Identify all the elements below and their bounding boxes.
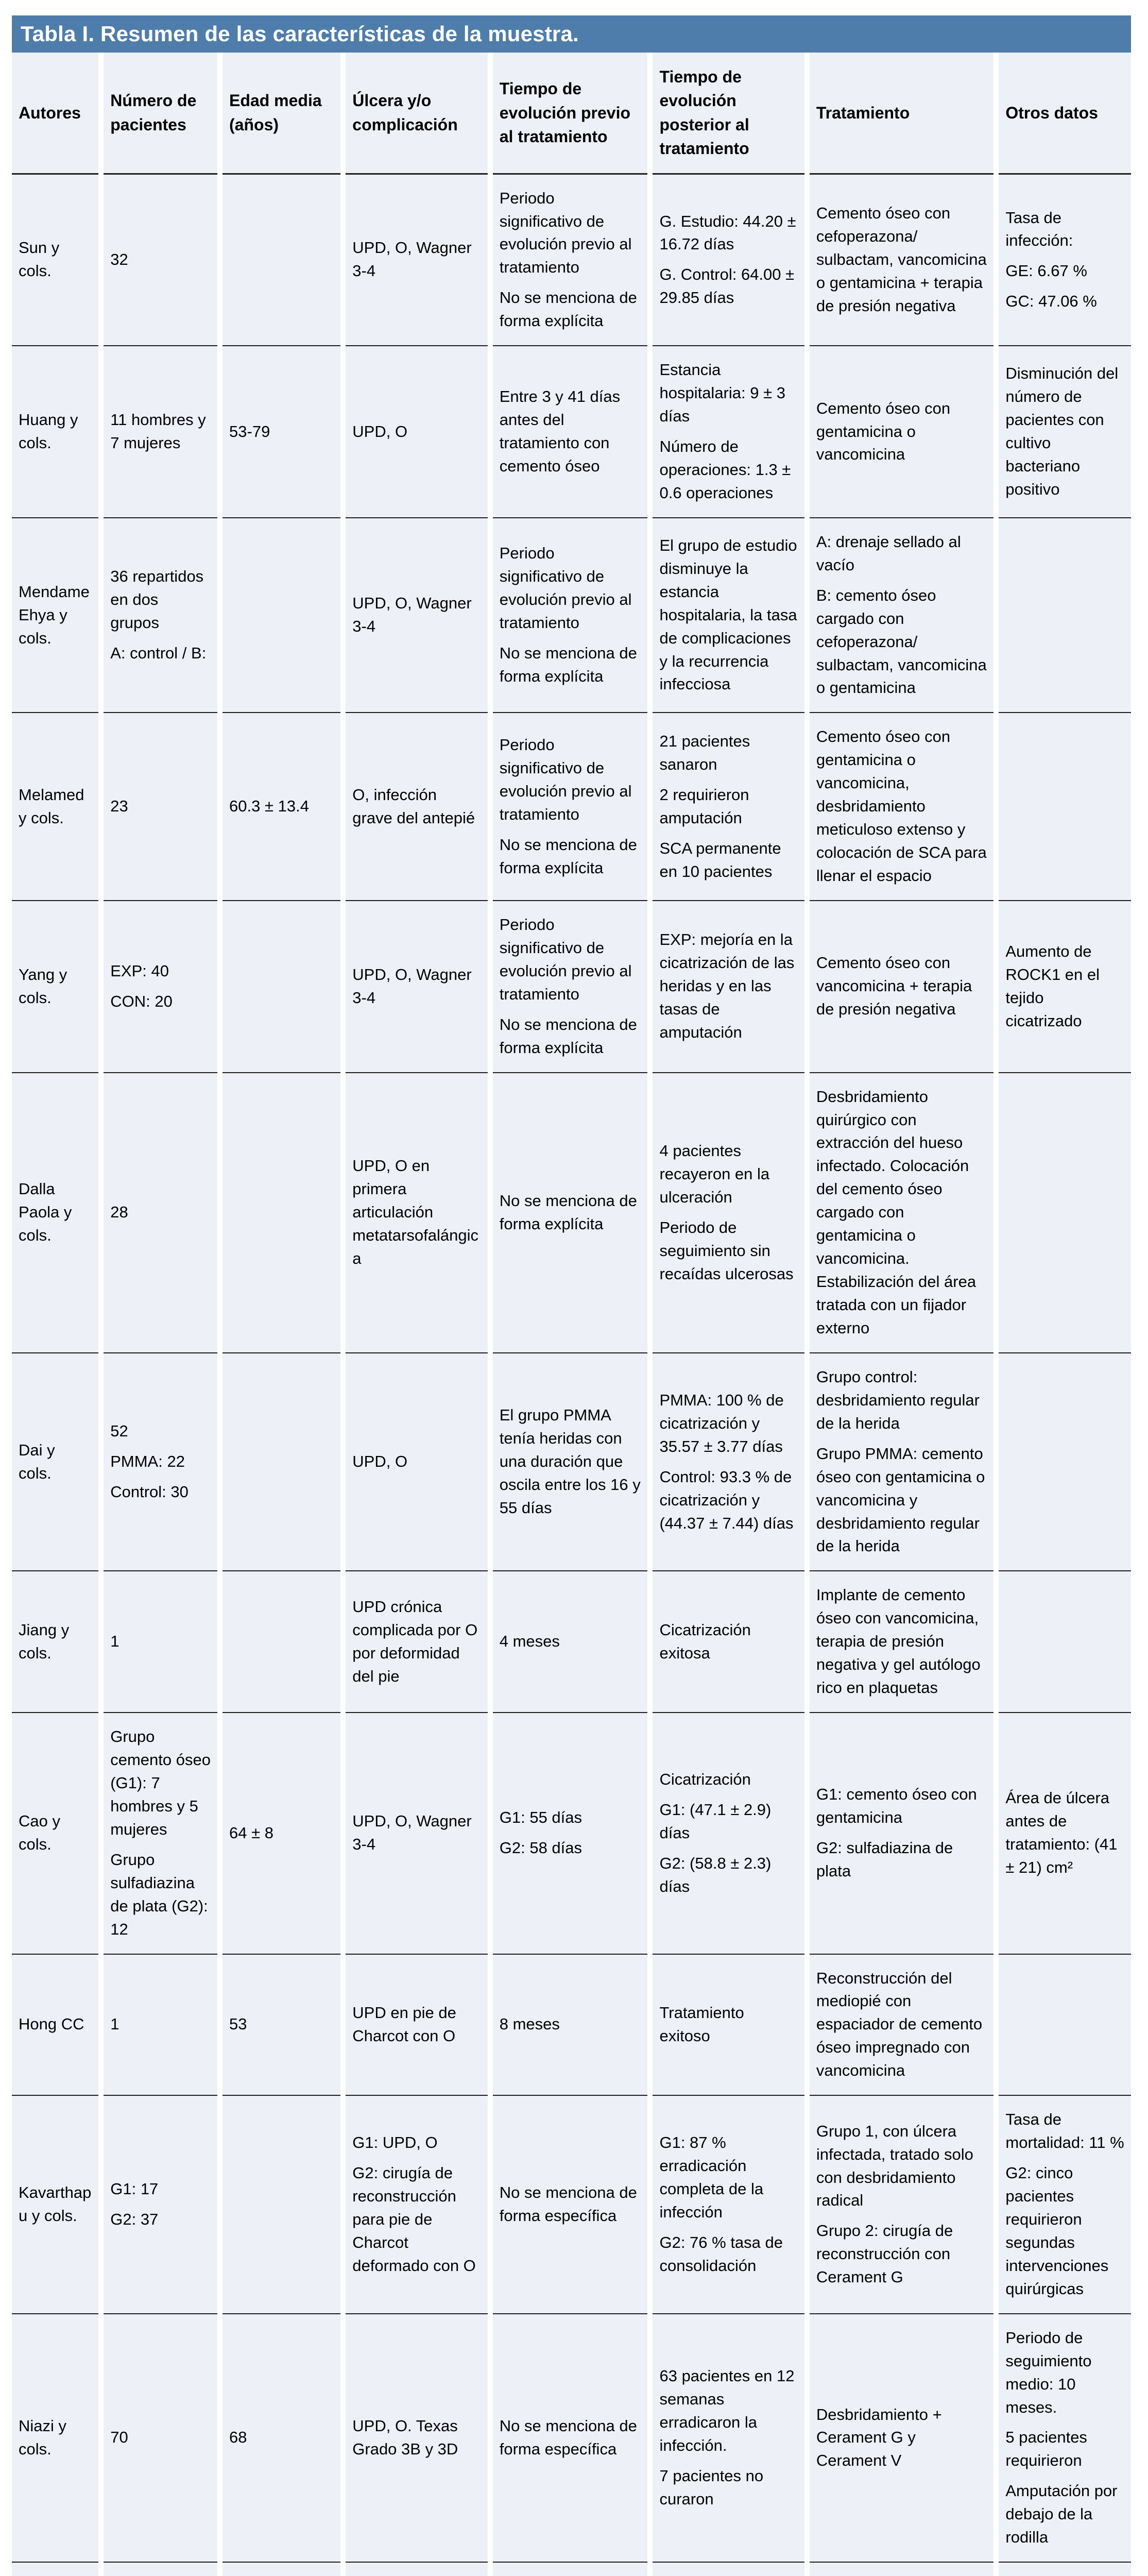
- table-cell: [653, 1955, 804, 2096]
- cell-paragraph: O, infección grave del antepié: [352, 785, 475, 827]
- cell-paragraph: 53-79: [229, 422, 270, 440]
- cell-paragraph: PMMA: 22: [110, 1452, 185, 1471]
- cell-paragraph: 21 pacientes sanaron: [659, 732, 750, 773]
- table-row: [12, 1073, 1131, 1353]
- table-header-row: [12, 53, 1131, 175]
- cell-paragraph: G1: 17: [110, 2180, 159, 2198]
- cell-paragraph: 52: [110, 1422, 128, 1440]
- column-header: Autores: [12, 53, 98, 175]
- table-cell: [999, 1955, 1131, 2096]
- table-cell: [346, 2563, 487, 2576]
- table-row: [12, 1955, 1131, 2096]
- cell-paragraph: Periodo de seguimiento sin recaídas ulcerosas: [659, 1218, 794, 1283]
- table-cell: [104, 518, 217, 714]
- cell-paragraph: G1: 55 días: [499, 1808, 582, 1827]
- table-cell: [346, 1353, 487, 1572]
- cell-paragraph: Cemento óseo con vancomicina + terapia de presión negativa: [816, 954, 972, 1019]
- cell-paragraph: Grupo cemento óseo (G1): 7 hombres y 5 mujeres: [110, 1727, 211, 1838]
- cell-paragraph: EXP: 40: [110, 961, 169, 980]
- cell-paragraph: UPD, O: [352, 422, 408, 440]
- cell-paragraph: Periodo significativo de evolución previo al tratamiento: [499, 915, 632, 1003]
- cell-paragraph: Dalla Paola y cols.: [19, 1180, 72, 1245]
- cell-paragraph: Cemento óseo con gentamicina o vancomicina: [816, 399, 951, 464]
- table-cell: [493, 1571, 648, 1713]
- table-cell: [346, 1073, 487, 1353]
- cell-paragraph: G2: 76 % tasa de consolidación: [659, 2233, 783, 2275]
- table-cell: [999, 2563, 1131, 2576]
- cell-paragraph: Entre 3 y 41 días antes del tratamiento con cemento óseo: [499, 387, 621, 475]
- cell-paragraph: UPD, O, Wagner 3-4: [352, 239, 472, 280]
- column-header: Edad media (años): [222, 53, 340, 175]
- table-cell: [810, 2563, 994, 2576]
- table-cell: [222, 2563, 340, 2576]
- table-cell: [810, 713, 994, 901]
- cell-paragraph: GC: 47.06 %: [1005, 292, 1097, 311]
- table-cell: [810, 175, 994, 347]
- table-row: [12, 2096, 1131, 2314]
- table-cell: [653, 713, 804, 901]
- table-cell: [653, 901, 804, 1073]
- table-body: [12, 175, 1131, 2576]
- cell-paragraph: Melamed y cols.: [19, 785, 84, 827]
- cell-paragraph: Reconstrucción del mediopié con espaciador de cemento óseo impregnado con vancomicina: [816, 1969, 983, 2080]
- cell-paragraph: Cao y cols.: [19, 1812, 60, 1854]
- table-cell: [810, 346, 994, 518]
- cell-paragraph: EXP: mejoría en la cicatrización de las heridas y en las tasas de amputación: [659, 930, 795, 1042]
- cell-paragraph: Sun y cols.: [19, 239, 60, 280]
- table-cell: [653, 1571, 804, 1713]
- cell-paragraph: Yang y cols.: [19, 965, 67, 1007]
- cell-paragraph: 32: [110, 250, 128, 268]
- table-cell: [346, 346, 487, 518]
- table-cell: [493, 1073, 648, 1353]
- table-cell: [653, 2314, 804, 2563]
- table-title: Tabla I. Resumen de las características de la muestra.: [21, 22, 579, 46]
- cell-paragraph: UPD, O. Texas Grado 3B y 3D: [352, 2416, 458, 2458]
- cell-paragraph: Aumento de ROCK1 en el tejido cicatrizado: [1005, 942, 1100, 1030]
- table-cell: [493, 2096, 648, 2314]
- table-cell: [12, 1571, 98, 1713]
- cell-paragraph: G2: (58.8 ± 2.3) días: [659, 1854, 772, 1895]
- cell-paragraph: Tratamiento exitoso: [659, 2003, 744, 2045]
- cell-paragraph: G. Estudio: 44.20 ± 16.72 días: [659, 212, 796, 253]
- cell-paragraph: UPD en pie de Charcot con O: [352, 2003, 456, 2045]
- table-row: [12, 2314, 1131, 2563]
- table-cell: [222, 1353, 340, 1572]
- cell-paragraph: A: drenaje sellado al vacío: [816, 532, 961, 574]
- table-cell: [999, 1353, 1131, 1572]
- column-header: Tratamiento: [810, 53, 994, 175]
- table-cell: [810, 2096, 994, 2314]
- cell-paragraph: SCA permanente en 10 pacientes: [659, 839, 781, 880]
- cell-paragraph: No se menciona de forma explícita: [499, 1191, 637, 1233]
- cell-paragraph: G1: (47.1 ± 2.9) días: [659, 1800, 772, 1842]
- cell-paragraph: UPD crónica complicada por O por deformidad del pie: [352, 1597, 478, 1685]
- cell-paragraph: Periodo significativo de evolución previo al tratamiento: [499, 735, 632, 823]
- cell-paragraph: G2: 58 días: [499, 1839, 582, 1857]
- cell-paragraph: G1: UPD, O: [352, 2133, 438, 2152]
- table-cell: [104, 1955, 217, 2096]
- table-cell: [346, 901, 487, 1073]
- cell-paragraph: No se menciona de forma explícita: [499, 289, 637, 330]
- table-cell: [104, 901, 217, 1073]
- cell-paragraph: UPD, O: [352, 1452, 408, 1471]
- table-figure: [12, 0, 1131, 2576]
- table-cell: [999, 1073, 1131, 1353]
- table-cell: [346, 1571, 487, 1713]
- table-cell: [810, 1713, 994, 1954]
- cell-paragraph: G1: cemento óseo con gentamicina: [816, 1785, 977, 1827]
- table-cell: [810, 518, 994, 714]
- cell-paragraph: 23: [110, 797, 128, 816]
- table-cell: [12, 518, 98, 714]
- column-header: Otros datos: [999, 53, 1131, 175]
- table-cell: [999, 175, 1131, 347]
- table-cell: [222, 518, 340, 714]
- table-cell: [493, 1353, 648, 1572]
- cell-paragraph: UPD, O, Wagner 3-4: [352, 594, 472, 636]
- cell-paragraph: UPD, O, Wagner 3-4: [352, 965, 472, 1007]
- table-cell: [12, 1955, 98, 2096]
- table-cell: [104, 1571, 217, 1713]
- table-cell: [493, 1713, 648, 1954]
- cell-paragraph: No se menciona de forma explícita: [499, 835, 637, 877]
- table-cell: [222, 713, 340, 901]
- cell-paragraph: G1: 87 % erradicación completa de la infección: [659, 2133, 764, 2221]
- cell-paragraph: Control: 93.3 % de cicatrización y (44.37 ± 7.44) días: [659, 1467, 794, 1532]
- cell-paragraph: Periodo significativo de evolución previo al tratamiento: [499, 544, 632, 632]
- cell-paragraph: Cicatrización exitosa: [659, 1620, 751, 1662]
- cell-paragraph: 36 repartidos en dos grupos: [110, 567, 204, 632]
- table-cell: [810, 1955, 994, 2096]
- cell-paragraph: Número de operaciones: 1.3 ± 0.6 operaciones: [659, 437, 791, 502]
- cell-paragraph: A: control / B:: [110, 644, 207, 663]
- table-cell: [12, 2314, 98, 2563]
- cell-paragraph: Cemento óseo con gentamicina o vancomicina, desbridamiento meticuloso extenso y colocación de SCA para llenar el espacio: [816, 727, 987, 885]
- table-cell: [999, 713, 1131, 901]
- table-cell: [999, 901, 1131, 1073]
- table-cell: [104, 1353, 217, 1572]
- table-cell: [222, 901, 340, 1073]
- table-cell: [999, 2314, 1131, 2563]
- table-title-bar: [12, 15, 1131, 53]
- table-cell: [493, 1955, 648, 2096]
- table-cell: [12, 2096, 98, 2314]
- cell-paragraph: 70: [110, 2428, 128, 2447]
- cell-paragraph: Grupo 1, con úlcera infectada, tratado solo con desbridamiento radical: [816, 2122, 973, 2210]
- table-cell: [222, 2096, 340, 2314]
- cell-paragraph: El grupo de estudio disminuye la estancia hospitalaria, la tasa de complicaciones y la recurrencia infecciosa: [659, 536, 797, 693]
- cell-paragraph: Kavarthapu y cols.: [19, 2183, 92, 2225]
- table-row: [12, 346, 1131, 518]
- cell-paragraph: 28: [110, 1203, 128, 1222]
- table-cell: [12, 1353, 98, 1572]
- table-cell: [104, 2314, 217, 2563]
- table-cell: [104, 1073, 217, 1353]
- cell-paragraph: Periodo de seguimiento medio: 10 meses.: [1005, 2328, 1092, 2416]
- cell-paragraph: Disminución del número de pacientes con cultivo bacteriano positivo: [1005, 364, 1119, 498]
- table-cell: [12, 346, 98, 518]
- table-cell: [104, 2096, 217, 2314]
- cell-paragraph: Mendame Ehya y cols.: [19, 582, 90, 647]
- cell-paragraph: G2: sulfadiazina de plata: [816, 1839, 953, 1880]
- cell-paragraph: Implante de cemento óseo con vancomicina, terapia de presión negativa y gel autólogo rico en plaquetas: [816, 1586, 981, 1697]
- cell-paragraph: UPD, O en primera articulación metatarsofalángica: [352, 1157, 478, 1268]
- table-cell: [104, 713, 217, 901]
- table-cell: [810, 1073, 994, 1353]
- cell-paragraph: Tasa de infección:: [1005, 208, 1073, 250]
- table-row: [12, 1713, 1131, 1954]
- table-cell: [346, 713, 487, 901]
- cell-paragraph: No se menciona de forma específica: [499, 2183, 637, 2225]
- table-cell: [810, 2314, 994, 2563]
- cell-paragraph: Desbridamiento + Cerament G y Cerament V: [816, 2405, 942, 2470]
- summary-table: [7, 53, 1136, 2576]
- cell-paragraph: Grupo control: desbridamiento regular de la herida: [816, 1367, 980, 1432]
- cell-paragraph: Grupo PMMA: cemento óseo con gentamicina o vancomicina y desbridamiento regular de la herida: [816, 1444, 985, 1555]
- table-cell: [12, 713, 98, 901]
- table-cell: [653, 175, 804, 347]
- cell-paragraph: Control: 30: [110, 1483, 189, 1501]
- table-cell: [999, 346, 1131, 518]
- table-row: [12, 1571, 1131, 1713]
- column-header: Úlcera y/o complicación: [346, 53, 487, 175]
- cell-paragraph: GE: 6.67 %: [1005, 262, 1087, 280]
- table-cell: [653, 518, 804, 714]
- table-cell: [12, 1073, 98, 1353]
- table-cell: [104, 1713, 217, 1954]
- table-cell: [12, 175, 98, 347]
- table-cell: [493, 2563, 648, 2576]
- cell-paragraph: 1: [110, 1632, 119, 1651]
- table-cell: [222, 1713, 340, 1954]
- table-cell: [222, 2314, 340, 2563]
- table-cell: [222, 346, 340, 518]
- cell-paragraph: G2: cirugía de reconstrucción para pie de Charcot deformado con O: [352, 2164, 476, 2275]
- cell-paragraph: UPD, O, Wagner 3-4: [352, 1812, 472, 1854]
- cell-paragraph: [229, 2575, 334, 2576]
- cell-paragraph: No se menciona de forma explícita: [499, 1015, 637, 1057]
- cell-paragraph: Desbridamiento quirúrgico con extracción del hueso infectado. Colocación del cemento óseo cargado con gentamicina o vancomicina. Estabilización del área tratada con un fijador externo: [816, 1087, 976, 1337]
- cell-paragraph: Huang y cols.: [19, 411, 78, 452]
- table-cell: [999, 518, 1131, 714]
- table-cell: [104, 175, 217, 347]
- table-cell: [653, 1353, 804, 1572]
- cell-paragraph: 53: [229, 2015, 247, 2033]
- table-row: [12, 175, 1131, 347]
- cell-paragraph: Cicatrización: [659, 1770, 751, 1788]
- table-cell: [222, 1955, 340, 2096]
- table-cell: [346, 1955, 487, 2096]
- cell-paragraph: Área de úlcera antes de tratamiento: (41 ± 21) cm²: [1005, 1789, 1118, 1877]
- table-cell: [653, 2563, 804, 2576]
- cell-paragraph: Cemento óseo con cefoperazona/ sulbactam, vancomicina o gentamicina + terapia de presión negativa: [816, 204, 987, 315]
- table-cell: [346, 1713, 487, 1954]
- table-cell: [493, 2314, 648, 2563]
- cell-paragraph: B: cemento óseo cargado con cefoperazona/ sulbactam, vancomicina o gentamicina: [816, 586, 987, 697]
- table-row: [12, 901, 1131, 1073]
- table-row: [12, 518, 1131, 714]
- cell-paragraph: Jiang y cols.: [19, 1620, 70, 1662]
- cell-paragraph: No se menciona de forma específica: [499, 2416, 637, 2458]
- table-row: [12, 713, 1131, 901]
- cell-paragraph: G. Control: 64.00 ± 29.85 días: [659, 265, 795, 307]
- table-cell: [810, 1571, 994, 1713]
- cell-paragraph: 5 pacientes requirieron: [1005, 2428, 1087, 2470]
- cell-paragraph: 4 pacientes recayeron en la ulceración: [659, 1141, 770, 1206]
- table-cell: [104, 2563, 217, 2576]
- table-cell: [493, 346, 648, 518]
- table-cell: [999, 1571, 1131, 1713]
- table-cell: [653, 346, 804, 518]
- cell-paragraph: 11 hombres y 7 mujeres: [110, 411, 206, 452]
- cell-paragraph: El grupo PMMA tenía heridas con una duración que oscila entre los 16 y 55 días: [499, 1406, 641, 1517]
- table-cell: [222, 175, 340, 347]
- table-cell: [653, 1713, 804, 1954]
- table-cell: [810, 1353, 994, 1572]
- table-cell: [346, 518, 487, 714]
- table-cell: [104, 346, 217, 518]
- table-cell: [493, 901, 648, 1073]
- cell-paragraph: 64 ± 8: [229, 1823, 274, 1842]
- column-header: Tiempo de evolución previo al tratamiento: [493, 53, 648, 175]
- table-row: [12, 2563, 1131, 2576]
- cell-paragraph: G2: 37: [110, 2210, 159, 2228]
- table-cell: [493, 518, 648, 714]
- cell-paragraph: Amputación por debajo de la rodilla: [1005, 2482, 1118, 2547]
- cell-paragraph: Periodo significativo de evolución previo al tratamiento: [499, 189, 632, 277]
- table-cell: [810, 901, 994, 1073]
- table-row: [12, 1353, 1131, 1572]
- cell-paragraph: 2 requirieron amputación: [659, 785, 749, 827]
- cell-paragraph: Dai y cols.: [19, 1440, 55, 1482]
- table-cell: [653, 1073, 804, 1353]
- cell-paragraph: 4 meses: [499, 1632, 560, 1651]
- cell-paragraph: Hong CC: [19, 2015, 84, 2033]
- column-header: Tiempo de evolución posterior al tratamiento: [653, 53, 804, 175]
- table-cell: [999, 2096, 1131, 2314]
- table-cell: [222, 1073, 340, 1353]
- cell-paragraph: No se menciona de forma explícita: [499, 644, 637, 685]
- cell-paragraph: G2: cinco pacientes requirieron segundas intervenciones quirúrgicas: [1005, 2164, 1109, 2298]
- cell-paragraph: 1: [110, 2015, 119, 2033]
- cell-paragraph: Grupo sulfadiazina de plata (G2): 12: [110, 1850, 208, 1938]
- cell-paragraph: 63 pacientes en 12 semanas erradicaron la infección.: [659, 2367, 795, 2454]
- table-cell: [493, 713, 648, 901]
- column-header: Número de pacientes: [104, 53, 217, 175]
- table-cell: [12, 1713, 98, 1954]
- table-cell: [493, 175, 648, 347]
- cell-paragraph: CON: 20: [110, 992, 173, 1010]
- table-cell: [12, 2563, 98, 2576]
- table-cell: [346, 2314, 487, 2563]
- table-cell: [346, 175, 487, 347]
- table-cell: [999, 1713, 1131, 1954]
- table-cell: [346, 2096, 487, 2314]
- cell-paragraph: Niazi y cols.: [19, 2416, 67, 2458]
- cell-paragraph: Tasa de mortalidad: 11 %: [1005, 2110, 1124, 2152]
- cell-paragraph: Grupo 2: cirugía de reconstrucción con Cerament G: [816, 2222, 953, 2286]
- cell-paragraph: 60.3 ± 13.4: [229, 797, 309, 816]
- cell-paragraph: 68: [229, 2428, 247, 2447]
- table-cell: [12, 901, 98, 1073]
- table-cell: [653, 2096, 804, 2314]
- cell-paragraph: Estancia hospitalaria: 9 ± 3 días: [659, 361, 785, 426]
- cell-paragraph: 7 pacientes no curaron: [659, 2466, 764, 2508]
- table-cell: [222, 1571, 340, 1713]
- cell-paragraph: 8 meses: [499, 2015, 560, 2033]
- cell-paragraph: PMMA: 100 % de cicatrización y 35.57 ± 3.77 días: [659, 1391, 784, 1455]
